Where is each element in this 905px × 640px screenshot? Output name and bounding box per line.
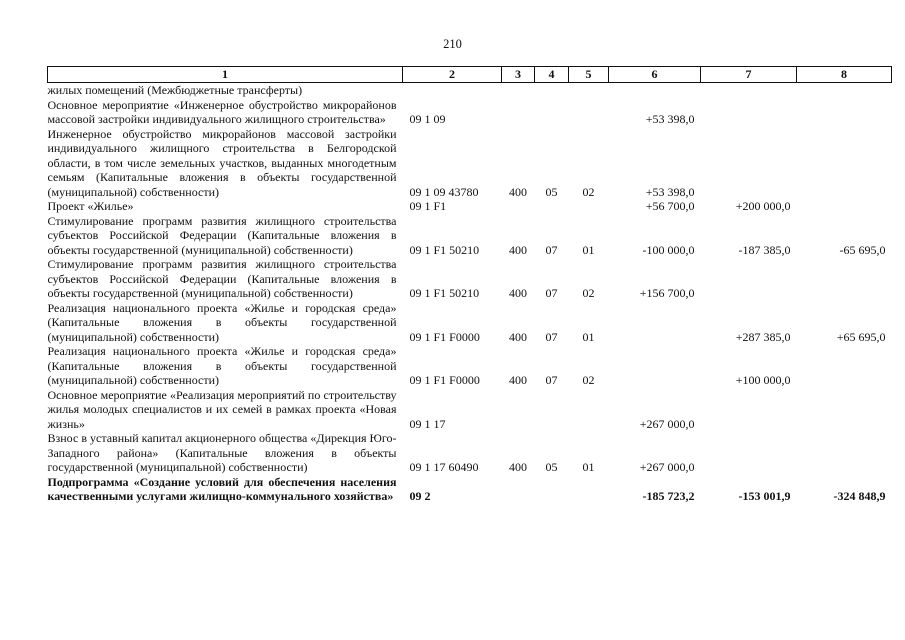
expense-type <box>502 98 535 127</box>
section: 07 <box>545 242 558 257</box>
expense-type: 400 <box>509 460 527 474</box>
column-header: 8 <box>797 67 892 83</box>
subsection: 01 <box>582 460 595 474</box>
budget-code: 09 1 09 43780 <box>409 184 479 199</box>
amount-col-7: -187 385,0 <box>738 242 791 257</box>
table-row <box>48 98 892 127</box>
subsection: 01 <box>582 242 595 257</box>
section <box>535 475 569 504</box>
budget-code <box>403 83 502 98</box>
table-row <box>48 388 892 432</box>
amount-col-7: +287 385,0 <box>735 329 791 344</box>
column-header: 4 <box>535 67 569 83</box>
section: 07 <box>545 286 558 300</box>
section <box>535 199 569 214</box>
expense-type <box>502 388 535 432</box>
amount-col-8 <box>797 344 892 388</box>
amount-col-6 <box>609 83 701 98</box>
amount-col-7 <box>701 127 797 200</box>
expense-type <box>502 83 535 98</box>
budget-code: 09 1 F1 50210 <box>409 242 480 257</box>
table-row <box>48 127 892 200</box>
amount-col-8 <box>797 127 892 200</box>
table-header-row <box>48 67 892 83</box>
amount-col-7: +100 000,0 <box>735 373 791 387</box>
amount-col-6: -100 000,0 <box>642 242 695 257</box>
expense-type <box>502 475 535 504</box>
amount-col-7: -153 001,9 <box>738 489 791 503</box>
column-header: 5 <box>569 67 609 83</box>
subsection <box>569 83 609 98</box>
table-row <box>48 431 892 475</box>
item-name: Подпрограмма «Создание условий для обеспечения населения качественными услугами жилищно-коммунального хозяйства» <box>47 474 397 503</box>
amount-col-8: -324 848,9 <box>833 489 886 503</box>
subsection: 02 <box>582 373 595 387</box>
budget-code: 09 1 09 <box>409 112 446 126</box>
subsection <box>569 388 609 432</box>
budget-code: 09 2 <box>409 489 431 503</box>
amount-col-6: +56 700,0 <box>645 199 695 213</box>
amount-col-7: +200 000,0 <box>735 199 791 213</box>
amount-col-8 <box>797 98 892 127</box>
expense-type: 400 <box>509 184 527 199</box>
expense-type: 400 <box>509 242 527 257</box>
subsection: 01 <box>582 329 595 344</box>
expense-type: 400 <box>509 329 527 344</box>
amount-col-6: +156 700,0 <box>639 286 695 300</box>
amount-col-8: +65 695,0 <box>836 329 886 344</box>
expense-type: 400 <box>509 373 527 387</box>
table-row <box>48 475 892 504</box>
section: 05 <box>545 460 558 474</box>
item-name: Реализация национального проекта «Жилье и городская среда» (Капитальные вложения в объекты государственной (муниципальной) собственности) <box>47 344 397 387</box>
column-header: 7 <box>701 67 797 83</box>
budget-code: 09 1 17 60490 <box>409 460 479 474</box>
amount-col-6: +53 398,0 <box>645 184 695 199</box>
table-row <box>48 301 892 345</box>
budget-code: 09 1 F1 <box>409 199 447 213</box>
table-row <box>48 214 892 258</box>
item-name: Основное мероприятие «Инженерное обустройство микрорайонов массовой застройки индивидуального жилищного строительства» <box>47 97 397 126</box>
item-name: Инженерное обустройство микрорайонов массовой застройки индивидуального жилищного строительства в Белгородской области, в том числе земельных участков, выданных многодетным семьям (Капитальные вложения в объекты государственной (муниципальной) собственности) <box>47 126 397 199</box>
amount-col-8 <box>797 199 892 214</box>
page-number: 210 <box>443 37 462 51</box>
column-header: 2 <box>403 67 502 83</box>
amount-col-7 <box>701 83 797 98</box>
item-name: Стимулирование программ развития жилищного строительства субъектов Российской Федерации (Капитальные вложения в объекты государственной (муниципальной) собственности) <box>47 257 397 300</box>
subsection: 02 <box>582 184 595 199</box>
expense-type: 400 <box>509 286 527 300</box>
subsection <box>569 475 609 504</box>
amount-col-6: +267 000,0 <box>639 416 695 431</box>
amount-col-6: +53 398,0 <box>645 112 695 126</box>
subsection <box>569 199 609 214</box>
section <box>535 83 569 98</box>
amount-col-6: +267 000,0 <box>639 460 695 474</box>
section: 05 <box>545 184 558 199</box>
expense-type <box>502 199 535 214</box>
table-row <box>48 199 892 214</box>
budget-code: 09 1 F1 F0000 <box>409 373 480 387</box>
budget-code: 09 1 F1 50210 <box>409 286 480 300</box>
amount-col-8 <box>797 257 892 301</box>
item-name: Основное мероприятие «Реализация мероприятий по строительству жилья молодых специалистов и их семей в рамках проекта «Новая жизнь» <box>47 387 397 431</box>
budget-code: 09 1 F1 F0000 <box>409 329 480 344</box>
amount-col-6 <box>609 344 701 388</box>
column-header: 1 <box>48 67 403 83</box>
amount-col-6: -185 723,2 <box>642 489 695 503</box>
column-header: 6 <box>609 67 701 83</box>
subsection: 02 <box>582 286 595 300</box>
amount-col-7 <box>701 257 797 301</box>
column-header: 3 <box>502 67 535 83</box>
amount-col-7 <box>701 98 797 127</box>
item-name: жилых помещений (Межбюджетные трансферты) <box>47 83 303 97</box>
amount-col-8 <box>797 431 892 475</box>
amount-col-7 <box>701 388 797 432</box>
item-name: Реализация национального проекта «Жилье и городская среда» (Капитальные вложения в объекты государственной (муниципальной) собственности) <box>47 300 397 344</box>
budget-table <box>47 66 892 504</box>
amount-col-7 <box>701 431 797 475</box>
section: 07 <box>545 329 558 344</box>
item-name: Взнос в уставный капитал акционерного общества «Дирекция Юго-Западного района» (Капитальные вложения в объекты государственной (муниципальной) собственности) <box>47 431 397 474</box>
section <box>535 388 569 432</box>
table-row <box>48 257 892 301</box>
item-name: Стимулирование программ развития жилищного строительства субъектов Российской Федерации (Капитальные вложения в объекты государственной (муниципальной) собственности) <box>47 213 397 257</box>
table-row <box>48 344 892 388</box>
amount-col-8: -65 695,0 <box>839 242 886 257</box>
item-name: Проект «Жилье» <box>47 199 134 213</box>
amount-col-8 <box>797 83 892 98</box>
section: 07 <box>545 373 558 387</box>
amount-col-6 <box>609 301 701 345</box>
budget-code: 09 1 17 <box>409 416 446 431</box>
section <box>535 98 569 127</box>
amount-col-8 <box>797 388 892 432</box>
subsection <box>569 98 609 127</box>
table-row <box>48 83 892 98</box>
